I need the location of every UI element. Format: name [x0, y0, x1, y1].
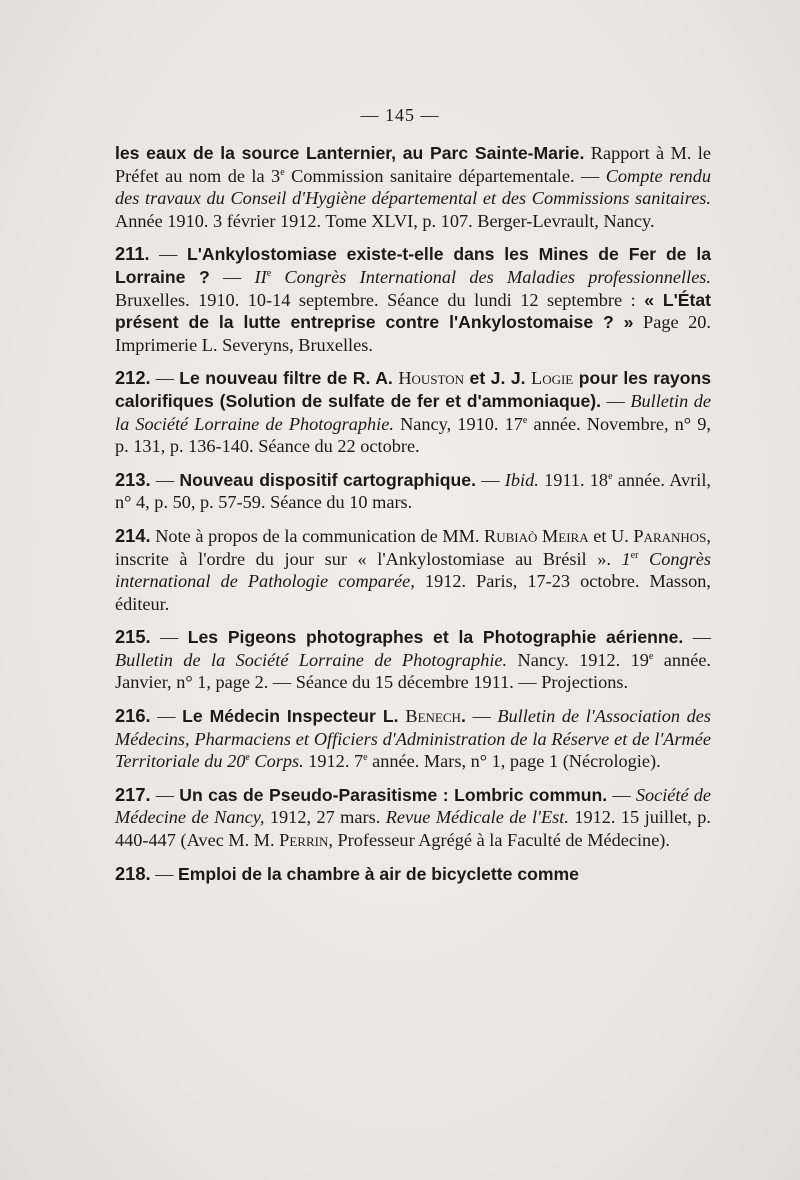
- entry-title: Nouveau dispositif cartographique.: [179, 469, 476, 490]
- entry-216: 216. — Le Médecin Inspecteur L. Benech. — Bulletin de l'Association des Médecins, Pharmaciens et Officiers d'Administration de la Réserve et de l'Armée Territoriale du 20e Corps. 1912. 7e année. Mars, n° 1, page 1 (Nécrologie).: [115, 705, 712, 772]
- entry-number: 215.: [115, 626, 151, 648]
- entry-215: 215. — Les Pigeons photographes et la Photographie aérienne. — Bulletin de la Société Lorraine de Photographie. Nancy. 1912. 19e année. Janvier, n° 1, page 2. — Séance du 15 décembre 1911. — Projections.: [115, 626, 712, 693]
- author-name: Houston: [398, 368, 465, 389]
- entry-number: 211.: [115, 243, 150, 265]
- source-title: Société de Médecine de Nancy,: [115, 784, 712, 828]
- entry-212: 212. — Le nouveau filtre de R. A. Houston et J. J. Logie pour les rayons calorifiques (Solution de sulfate de fer et d'ammoniaque). — Bulletin de la Société Lorraine de Photographie. Nancy, 1910. 17e année. Novembre, n° 9, p. 131, p. 136-140. Séance du 22 octobre.: [115, 367, 711, 457]
- source-title: Bulletin de l'Association des Médecins, Pharmaciens et Officiers d'Administration de la Réserve et de l'Armée Territoriale du 20: [115, 706, 712, 772]
- source-title: Bulletin de la Société Lorraine de Photographie.: [115, 390, 711, 434]
- entry-title: Le nouveau filtre de R. A.: [179, 368, 399, 389]
- entry-number: 214.: [115, 524, 151, 546]
- author-name: Paranhos: [633, 525, 707, 546]
- entry-213: 213. — Nouveau dispositif cartographique. — Ibid. 1911. 18e année. Avril, n° 4, p. 50, p. 57-59. Séance du 10 mars.: [115, 468, 712, 513]
- entry-number: 213.: [115, 468, 151, 490]
- entry-title: Les Pigeons photographes et la Photographie aérienne.: [187, 627, 684, 648]
- entry-number: 212.: [115, 367, 151, 389]
- entry-number: 217.: [115, 783, 151, 805]
- entry-title: Un cas de Pseudo-Parasitisme : Lombric commun.: [179, 784, 608, 805]
- author-name: Perrin: [279, 830, 329, 851]
- author-name: Rubiaò Meira: [484, 525, 589, 546]
- entry-title: les eaux de la source Lanternier, au Parc Sainte-Marie.: [115, 143, 585, 163]
- entry-214: 214. Note à propos de la communication de MM. Rubiaò Meira et U. Paranhos, inscrite à l'ordre du jour sur « l'Ankylostomiase au Brésil ». 1er Congrès international de Pathologie comparée, 1912. Paris, 17-23 octobre. Masson, éditeur.: [115, 524, 711, 614]
- entry-217: 217. — Un cas de Pseudo-Parasitisme : Lombric commun. — Société de Médecine de Nancy, 1912, 27 mars. Revue Médicale de l'Est. 1912. 15 juillet, p. 440-447 (Avec M. M. Perrin, Professeur Agrégé à la Faculté de Médecine).: [115, 783, 712, 851]
- bibliography-text: [115, 142, 711, 896]
- source-title: Compte rendu des travaux du Conseil d'Hygiène départemental et des Commissions sanitaires.: [115, 165, 711, 209]
- entry-title: L'Ankylostomiase existe-t-elle dans les Mines de Fer de la Lorraine ?: [115, 244, 712, 287]
- entry-218: 218. — Emploi de la chambre à air de bicyclette comme: [115, 862, 579, 884]
- entry-number: 218.: [115, 862, 151, 884]
- page-number: — 145 —: [360, 105, 440, 125]
- entry-211: 211. — L'Ankylostomiase existe-t-elle dans les Mines de Fer de la Lorraine ? — IIe Congrès International des Maladies professionnelles. Bruxelles. 1910. 10-14 septembre. Séance du lundi 12 septembre : « L'État présent de la lutte entreprise contre l'Ankylostomaise ? » Page 20. Imprimerie L. Severyns, Bruxelles.: [115, 243, 712, 355]
- author-name: Logie: [531, 368, 574, 389]
- entry-number: 216.: [115, 705, 151, 727]
- source-title: Congrès international de Pathologie comparée,: [115, 548, 711, 592]
- source-title: Congrès International des Maladies professionnelles.: [271, 266, 711, 287]
- entry-title: Le Médecin Inspecteur L.: [182, 706, 406, 727]
- source-title: Revue Médicale de l'Est.: [385, 807, 569, 828]
- source-title: Ibid.: [504, 469, 539, 490]
- author-name: Benech: [405, 706, 461, 727]
- entry-continued: les eaux de la source Lanternier, au Parc Sainte-Marie. Rapport à M. le Préfet au nom de la 3e Commission sanitaire départementale. — Compte rendu des travaux du Conseil d'Hygiène départemental et des Commissions sanitaires. Année 1910. 3 février 1912. Tome XLVI, p. 107. Berger-Levrault, Nancy.: [115, 143, 711, 231]
- source-title: Bulletin de la Société Lorraine de Photographie.: [115, 649, 508, 670]
- entry-title: Emploi de la chambre à air de bicyclette comme: [178, 863, 579, 884]
